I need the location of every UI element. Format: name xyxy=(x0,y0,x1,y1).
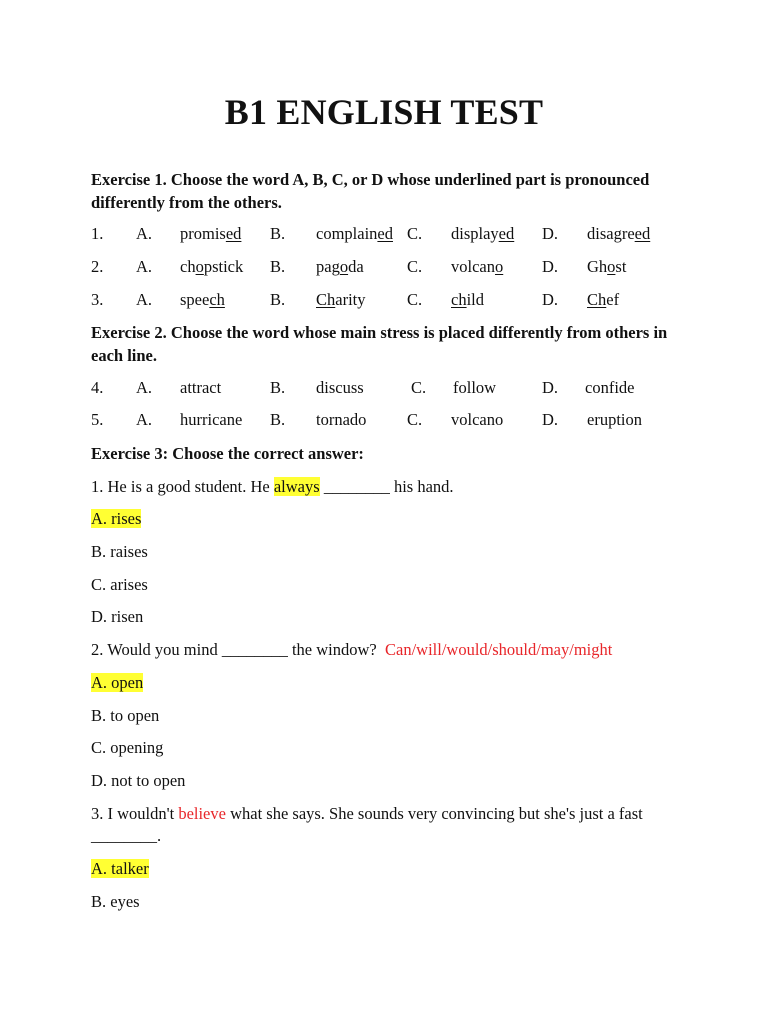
question-number: 1. xyxy=(91,224,104,243)
question-2 xyxy=(91,638,612,661)
option-word: volcano xyxy=(451,257,504,276)
option-letter: C. xyxy=(407,410,423,429)
option-word: pagoda xyxy=(316,257,364,276)
option-word: Charity xyxy=(316,290,366,309)
option-word: child xyxy=(451,290,484,309)
q2-answer-d: D. not to open xyxy=(91,771,186,790)
option-letter: B. xyxy=(270,224,286,243)
option-word: attract xyxy=(180,378,222,397)
highlighted-word-red: believe xyxy=(178,804,226,823)
option-word: follow xyxy=(453,378,497,397)
q1-answer-a: A. rises xyxy=(91,509,142,528)
option-word: Chef xyxy=(587,290,620,309)
exercise2-heading: Exercise 2. Choose the word whose main stress is placed differently from others in each line. xyxy=(91,323,668,365)
q3-answer-a: A. talker xyxy=(91,859,149,878)
q2-answer-c: C. opening xyxy=(91,738,164,757)
exercise1-heading: Exercise 1. Choose the word A, B, C, or D whose underlined part is pronounced differently from the others. xyxy=(91,170,650,212)
highlighted-word: always xyxy=(273,477,320,496)
option-word: complained xyxy=(316,224,393,243)
option-letter: B. xyxy=(270,410,286,429)
option-letter: A. xyxy=(136,290,153,309)
option-word: confide xyxy=(585,378,635,397)
q2-answer-a: A. open xyxy=(91,673,144,692)
option-word: Ghost xyxy=(587,257,627,276)
question-1 xyxy=(91,475,454,498)
option-letter: C. xyxy=(407,257,423,276)
question-text: 3. I wouldn't xyxy=(91,804,179,823)
option-letter: D. xyxy=(542,224,559,243)
option-word: eruption xyxy=(587,410,642,429)
option-word: displayed xyxy=(451,224,515,243)
option-letter: D. xyxy=(542,410,559,429)
question-text: 1. He is a good student. He xyxy=(91,477,274,496)
q2-answer-b: B. to open xyxy=(91,706,160,725)
question-text: what she says. She sounds very convincing but she's just a fast ________. xyxy=(91,804,643,845)
option-word: disagreed xyxy=(587,224,651,243)
option-word: volcano xyxy=(451,410,504,429)
option-letter: C. xyxy=(407,290,423,309)
question-number: 2. xyxy=(91,257,104,276)
ex1-row-3 xyxy=(91,288,691,312)
question-number: 5. xyxy=(91,410,104,429)
option-letter: D. xyxy=(542,257,559,276)
option-letter: B. xyxy=(270,257,286,276)
q3-answer-b: B. eyes xyxy=(91,892,140,911)
question-number: 3. xyxy=(91,290,104,309)
ex2-row-4 xyxy=(91,376,691,400)
exercise3-heading: Exercise 3: Choose the correct answer: xyxy=(91,444,364,463)
option-letter: A. xyxy=(136,257,153,276)
option-word: discuss xyxy=(316,378,364,397)
question-3 xyxy=(91,803,671,847)
option-letter: D. xyxy=(542,378,559,397)
q1-answer-c: C. arises xyxy=(91,575,148,594)
option-letter: B. xyxy=(270,378,286,397)
option-word: chopstick xyxy=(180,257,244,276)
option-letter: B. xyxy=(270,290,286,309)
ex2-row-5 xyxy=(91,408,691,432)
option-word: tornado xyxy=(316,410,367,429)
question-number: 4. xyxy=(91,378,104,397)
modal-verbs-note: Can/will/would/should/may/might xyxy=(384,640,613,659)
ex1-row-1 xyxy=(91,222,691,246)
option-letter: A. xyxy=(136,224,153,243)
option-word: promised xyxy=(180,224,242,243)
q1-answer-b: B. raises xyxy=(91,542,148,561)
option-letter: C. xyxy=(407,224,423,243)
option-letter: D. xyxy=(542,290,559,309)
option-letter: A. xyxy=(136,410,153,429)
question-text: 2. Would you mind ________ the window? xyxy=(91,640,377,659)
q1-answer-d: D. risen xyxy=(91,607,144,626)
option-word: speech xyxy=(180,290,225,309)
option-word: hurricane xyxy=(180,410,243,429)
page-title: B1 ENGLISH TEST xyxy=(224,92,544,132)
question-text: ________ his hand. xyxy=(319,477,454,496)
option-letter: A. xyxy=(136,378,153,397)
ex1-row-2 xyxy=(91,255,691,279)
option-letter: C. xyxy=(411,378,427,397)
